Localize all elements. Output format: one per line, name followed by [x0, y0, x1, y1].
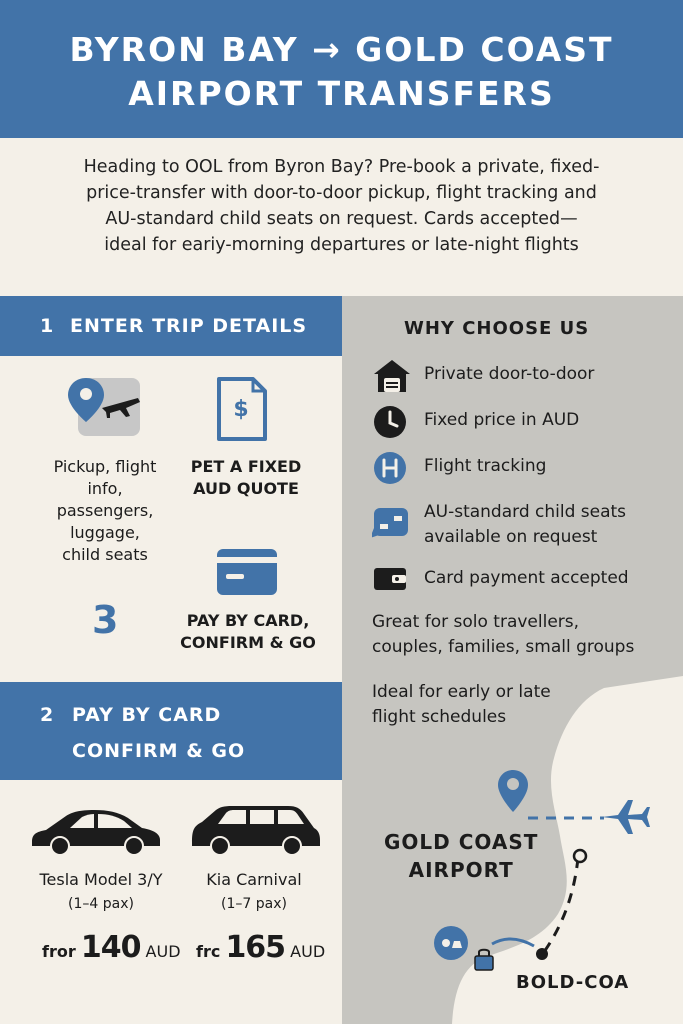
- step-2-label-2: CONFIRM & GO: [72, 740, 246, 762]
- intro-line: Heading to OOL from Byron Bay? Pre-book a private, fixed-: [83, 157, 600, 177]
- header-banner: [0, 0, 683, 138]
- caption-line: luggage,: [70, 523, 140, 542]
- intro-text: [30, 154, 653, 258]
- caption-line: PAY BY CARD,: [186, 611, 310, 630]
- caption-line: CONFIRM & GO: [180, 633, 316, 652]
- caption-line: passengers,: [56, 501, 154, 520]
- step-3-number: 3: [92, 598, 119, 642]
- title-line-2: AIRPORT TRANSFERS: [128, 74, 555, 113]
- step-2-number: 2: [40, 704, 55, 726]
- note-line: flight schedules: [372, 707, 507, 727]
- why-item-text: Card payment accepted: [424, 568, 629, 588]
- intro-line: ideal for eariy-morning departures or late-night flights: [104, 235, 579, 255]
- page-title: [0, 0, 683, 116]
- intro-line: price-transfer with door-to-door pickup, flight tracking and: [86, 183, 597, 203]
- why-item-text: AU-standard child seats: [424, 502, 627, 522]
- quote-document-icon: [216, 376, 268, 442]
- why-item-text: available on request: [424, 527, 598, 547]
- car-name: Kia Carnival: [206, 870, 302, 889]
- why-item-text: Private door-to-door: [424, 364, 595, 384]
- car-name: Tesla Model 3/Y: [39, 870, 163, 889]
- airport-label-line: GOLD COAST: [384, 830, 539, 854]
- airport-label: [384, 828, 538, 884]
- airplane-icon: [600, 796, 650, 838]
- price-prefix: fror: [42, 942, 76, 961]
- pay-caption: [172, 610, 324, 654]
- why-title: WHY CHOOSE US: [404, 318, 590, 339]
- why-choose-us-panel: [342, 296, 683, 1024]
- caption-line: child seats: [62, 545, 148, 564]
- title-line-1: BYRON BAY → GOLD COAST: [69, 30, 614, 69]
- booking-steps-panel: [0, 296, 342, 1024]
- car-price: [196, 930, 325, 965]
- step-1-bar: [0, 296, 342, 356]
- pickup-caption: [30, 456, 180, 566]
- price-prefix: frc: [196, 942, 221, 961]
- note-line: Ideal for early or late: [372, 682, 551, 702]
- note-line: Great for solo travellers,: [372, 612, 580, 632]
- quote-caption: [180, 456, 312, 500]
- step-1-number: 1: [40, 315, 55, 337]
- sedan-car-icon: [28, 804, 164, 856]
- route-dashes: [342, 296, 683, 1024]
- step-1-label: ENTER TRIP DETAILS: [70, 315, 308, 337]
- airport-label-line: AIRPORT: [408, 858, 514, 882]
- step-2-label-1: PAY BY CARD: [72, 704, 222, 726]
- price-currency: AUD: [145, 942, 181, 961]
- why-item-text: Fixed price in AUD: [424, 410, 580, 430]
- why-item-text: Flight tracking: [424, 456, 547, 476]
- caption-line: PET A FIXED: [190, 457, 302, 476]
- price-currency: AUD: [290, 942, 326, 961]
- minivan-car-icon: [188, 802, 322, 856]
- car-pax: (1–4 pax): [68, 896, 134, 912]
- caption-line: AUD QUOTE: [193, 479, 299, 498]
- step-2-bar: [0, 682, 342, 780]
- intro-line: AU-standard child seats on request. Cards accepted—: [105, 209, 578, 229]
- car-price: [42, 930, 181, 965]
- price-amount: 140: [80, 930, 141, 965]
- price-amount: 165: [225, 930, 286, 965]
- credit-card-icon: [216, 548, 278, 596]
- car-seat-marker-icon: [432, 924, 470, 962]
- caption-line: info,: [87, 479, 123, 498]
- note-line: couples, families, small groups: [372, 637, 635, 657]
- svg-text:$: $: [233, 397, 249, 422]
- pickup-flight-icon: [66, 376, 142, 438]
- caption-line: Pickup, flight: [53, 457, 157, 476]
- car-pax: (1–7 pax): [221, 896, 287, 912]
- place-label: BOLD-COA: [516, 972, 630, 993]
- luggage-lock-icon: [472, 946, 496, 972]
